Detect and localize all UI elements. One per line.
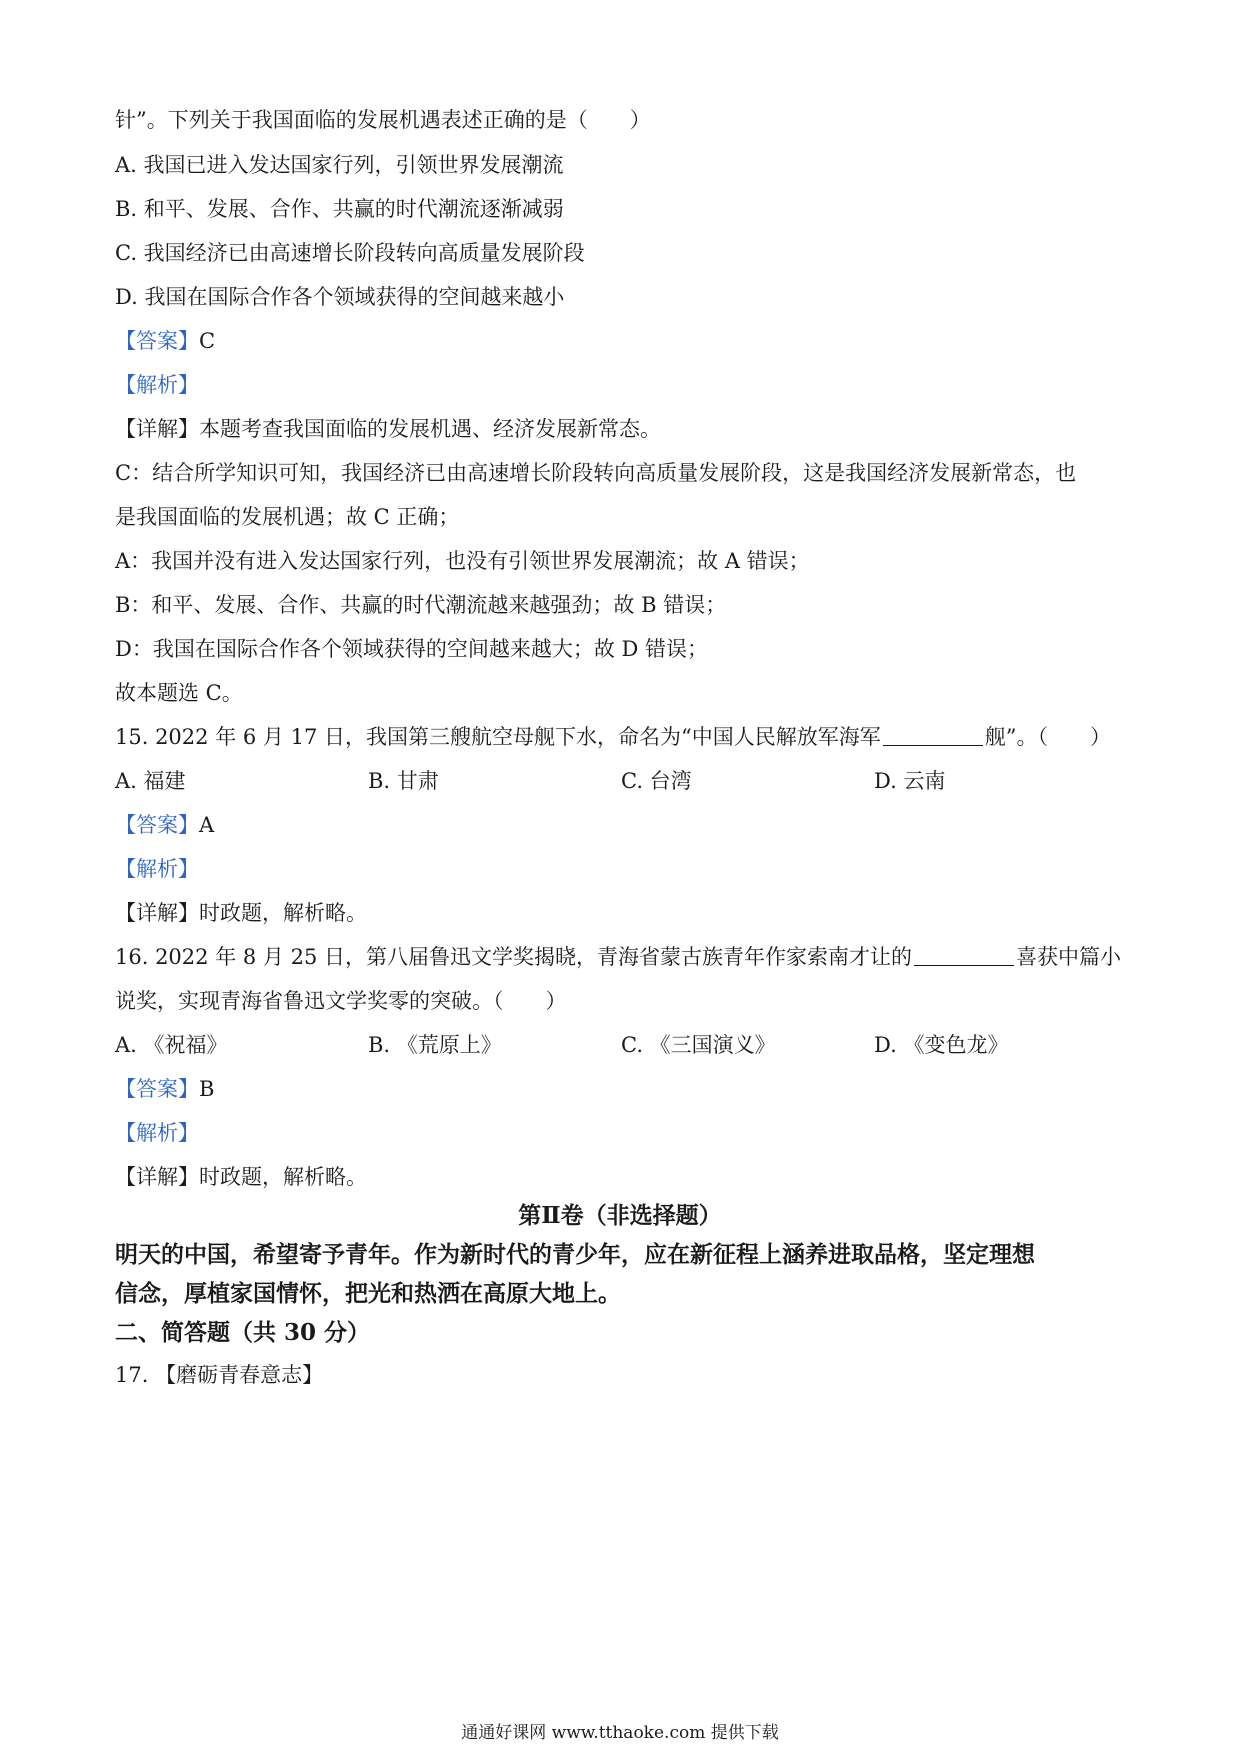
q16-answer [115,1074,214,1104]
detail-text: 本题考查我国面临的发展机遇、经济发展新常态。 [199,417,661,441]
q16-analysis-label: 【解析】 [115,1121,199,1145]
detail-label: 【详解】 [115,417,199,441]
part2-title: 第Ⅱ卷（非选择题） [518,1202,722,1229]
part2-intro-2: 信念，厚植家国情怀，把光和热洒在高原大地上。 [115,1280,621,1307]
q14-analysis-label: 【解析】 [115,373,199,397]
q16-option-c: C. 《三国演义》 [621,1033,776,1057]
fill-blank [883,725,983,746]
q15-analysis-label: 【解析】 [115,857,199,881]
part2-section-heading: 二、简答题（共 30 分） [115,1319,371,1346]
q14-option-c: C. 我国经济已由高速增长阶段转向高质量发展阶段 [115,241,585,265]
q15-option-a: A. 福建 [115,769,186,793]
part2-intro-1: 明天的中国，希望寄予青年。作为新时代的青少年，应在新征程上涵养进取品格，坚定理想 [115,1241,1035,1268]
fill-blank [914,945,1014,966]
q15-answer [115,810,214,840]
answer-value: B [199,1077,215,1101]
q15-option-b: B. 甘肃 [368,769,439,793]
q16-option-d: D. 《变色龙》 [874,1033,1009,1057]
q14-stem-tail: 针”。下列关于我国面临的发展机遇表述正确的是（ ） [115,108,651,132]
q14-expl-1: C：结合所学知识可知，我国经济已由高速增长阶段转向高质量发展阶段，这是我国经济发展新常态，也 [115,461,1077,485]
q16-stem [115,942,1121,972]
detail-label: 【详解】 [115,1165,199,1189]
detail-text: 时政题，解析略。 [199,901,367,925]
q14-detail [115,414,661,444]
q17-heading: 17. 【磨砺青春意志】 [115,1363,324,1387]
q14-expl-5: D：我国在国际合作各个领域获得的空间越来越大；故 D 错误； [115,637,709,661]
q14-expl-3: A：我国并没有进入发达国家行列，也没有引领世界发展潮流；故 A 错误； [115,549,810,573]
q14-option-d: D. 我国在国际合作各个领域获得的空间越来越小 [115,285,565,309]
q15-stem-post: 舰”。（ ） [984,725,1111,749]
q15-option-d: D. 云南 [874,769,946,793]
answer-value: C [199,329,216,353]
q16-stem-pre: 16. 2022 年 8 月 25 日，第八届鲁迅文学奖揭晓，青海省蒙古族青年作家索南才让的 [115,945,912,969]
q16-option-b: B. 《荒原上》 [368,1033,502,1057]
q16-options [115,1030,1125,1060]
q14-expl-6: 故本题选 C。 [115,681,243,705]
answer-label: 【答案】 [115,1077,199,1101]
q15-stem [115,722,1111,752]
detail-label: 【详解】 [115,901,199,925]
detail-text: 时政题，解析略。 [199,1165,367,1189]
q15-option-c: C. 台湾 [621,769,692,793]
page-footer: 通通好课网 www.tthaoke.com 提供下载 [461,1723,779,1743]
q15-options [115,766,1125,796]
q16-option-a: A. 《祝福》 [115,1033,228,1057]
answer-value: A [199,813,215,837]
q14-expl-2: 是我国面临的发展机遇；故 C 正确； [115,505,460,529]
answer-label: 【答案】 [115,329,199,353]
q14-answer [115,326,215,356]
q16-detail [115,1162,367,1192]
q15-stem-pre: 15. 2022 年 6 月 17 日，我国第三艘航空母舰下水，命名为“中国人民解放军海军 [115,725,881,749]
q16-stem-post: 喜获中篇小 [1015,945,1121,969]
q14-option-a: A. 我国已进入发达国家行列，引领世界发展潮流 [115,153,564,177]
q14-expl-4: B：和平、发展、合作、共赢的时代潮流越来越强劲；故 B 错误； [115,593,727,617]
q14-option-b: B. 和平、发展、合作、共赢的时代潮流逐渐减弱 [115,197,564,221]
q15-detail [115,898,367,928]
answer-label: 【答案】 [115,813,199,837]
q16-stem-line2: 说奖，实现青海省鲁迅文学奖零的突破。（ ） [115,989,567,1013]
